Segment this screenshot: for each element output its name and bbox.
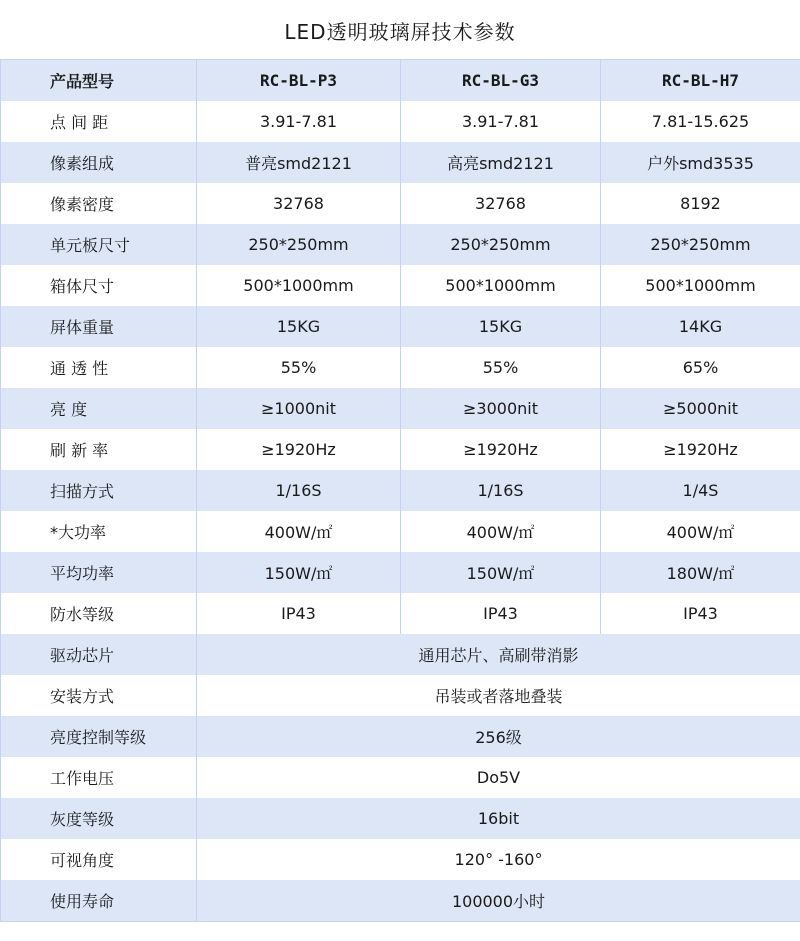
cell-value: 15KG (401, 306, 601, 347)
cell-value: 150W/㎡ (197, 552, 401, 593)
table-row-merged (1, 798, 800, 839)
cell-value: 180W/㎡ (601, 552, 800, 593)
cell-value: 32768 (197, 183, 401, 224)
cell-value: ≥1920Hz (601, 429, 800, 470)
cell-value: 150W/㎡ (401, 552, 601, 593)
cell-value: 250*250mm (601, 224, 800, 265)
cell-value-merged: 16bit (197, 798, 800, 839)
table-row-merged (1, 757, 800, 798)
row-label: 亮 度 (1, 388, 197, 429)
row-label: 点 间 距 (1, 101, 197, 142)
table-row (1, 183, 800, 224)
cell-value-merged: 100000小时 (197, 880, 800, 922)
table-header-row (1, 60, 800, 102)
table-row-merged (1, 839, 800, 880)
cell-value-merged: 吊装或者落地叠装 (197, 675, 800, 716)
cell-value: 500*1000mm (197, 265, 401, 306)
cell-value-merged: 256级 (197, 716, 800, 757)
cell-value: 500*1000mm (601, 265, 800, 306)
header-label: 产品型号 (1, 60, 197, 102)
table-row (1, 593, 800, 634)
cell-value-merged: Do5V (197, 757, 800, 798)
cell-value: ≥5000nit (601, 388, 800, 429)
cell-value: 14KG (601, 306, 800, 347)
cell-value: 55% (197, 347, 401, 388)
row-label: 单元板尺寸 (1, 224, 197, 265)
row-label: 驱动芯片 (1, 634, 197, 675)
table-row-merged (1, 880, 800, 922)
cell-value: IP43 (197, 593, 401, 634)
table-row (1, 511, 800, 552)
table-row (1, 142, 800, 183)
table-row (1, 388, 800, 429)
table-row-merged (1, 716, 800, 757)
row-label: 灰度等级 (1, 798, 197, 839)
cell-value: 400W/㎡ (401, 511, 601, 552)
header-model: RC-BL-G3 (401, 60, 601, 102)
row-label: 刷 新 率 (1, 429, 197, 470)
table-row (1, 224, 800, 265)
cell-value: 1/16S (197, 470, 401, 511)
row-label: 扫描方式 (1, 470, 197, 511)
table-row-merged (1, 675, 800, 716)
table-row (1, 265, 800, 306)
cell-value: IP43 (601, 593, 800, 634)
cell-value: 250*250mm (401, 224, 601, 265)
cell-value: 1/4S (601, 470, 800, 511)
row-label: 平均功率 (1, 552, 197, 593)
row-label: 安装方式 (1, 675, 197, 716)
table-row (1, 101, 800, 142)
row-label: 屏体重量 (1, 306, 197, 347)
table-row (1, 470, 800, 511)
cell-value: 250*250mm (197, 224, 401, 265)
cell-value: 400W/㎡ (601, 511, 800, 552)
table-row (1, 306, 800, 347)
table-row (1, 347, 800, 388)
row-label: 像素密度 (1, 183, 197, 224)
row-label: 像素组成 (1, 142, 197, 183)
cell-value: 高亮smd2121 (401, 142, 601, 183)
row-label: 通 透 性 (1, 347, 197, 388)
header-model: RC-BL-P3 (197, 60, 401, 102)
cell-value-merged: 120° -160° (197, 839, 800, 880)
header-model: RC-BL-H7 (601, 60, 800, 102)
cell-value: ≥1920Hz (197, 429, 401, 470)
cell-value-merged: 通用芯片、高刷带消影 (197, 634, 800, 675)
row-label: 使用寿命 (1, 880, 197, 922)
cell-value: 15KG (197, 306, 401, 347)
cell-value: 7.81-15.625 (601, 101, 800, 142)
row-label: 工作电压 (1, 757, 197, 798)
cell-value: IP43 (401, 593, 601, 634)
cell-value: 8192 (601, 183, 800, 224)
row-label: 亮度控制等级 (1, 716, 197, 757)
row-label: *大功率 (1, 511, 197, 552)
cell-value: 3.91-7.81 (197, 101, 401, 142)
cell-value: 55% (401, 347, 601, 388)
page-title: LED透明玻璃屏技术参数 (284, 20, 516, 44)
spec-table (0, 59, 800, 922)
cell-value: 32768 (401, 183, 601, 224)
row-label: 箱体尺寸 (1, 265, 197, 306)
cell-value: 500*1000mm (401, 265, 601, 306)
cell-value: ≥3000nit (401, 388, 601, 429)
table-row (1, 552, 800, 593)
cell-value: 普亮smd2121 (197, 142, 401, 183)
cell-value: 1/16S (401, 470, 601, 511)
cell-value: ≥1920Hz (401, 429, 601, 470)
table-row (1, 429, 800, 470)
cell-value: 400W/㎡ (197, 511, 401, 552)
cell-value: 65% (601, 347, 800, 388)
table-row-merged (1, 634, 800, 675)
row-label: 可视角度 (1, 839, 197, 880)
cell-value: 户外smd3535 (601, 142, 800, 183)
row-label: 防水等级 (1, 593, 197, 634)
cell-value: 3.91-7.81 (401, 101, 601, 142)
cell-value: ≥1000nit (197, 388, 401, 429)
